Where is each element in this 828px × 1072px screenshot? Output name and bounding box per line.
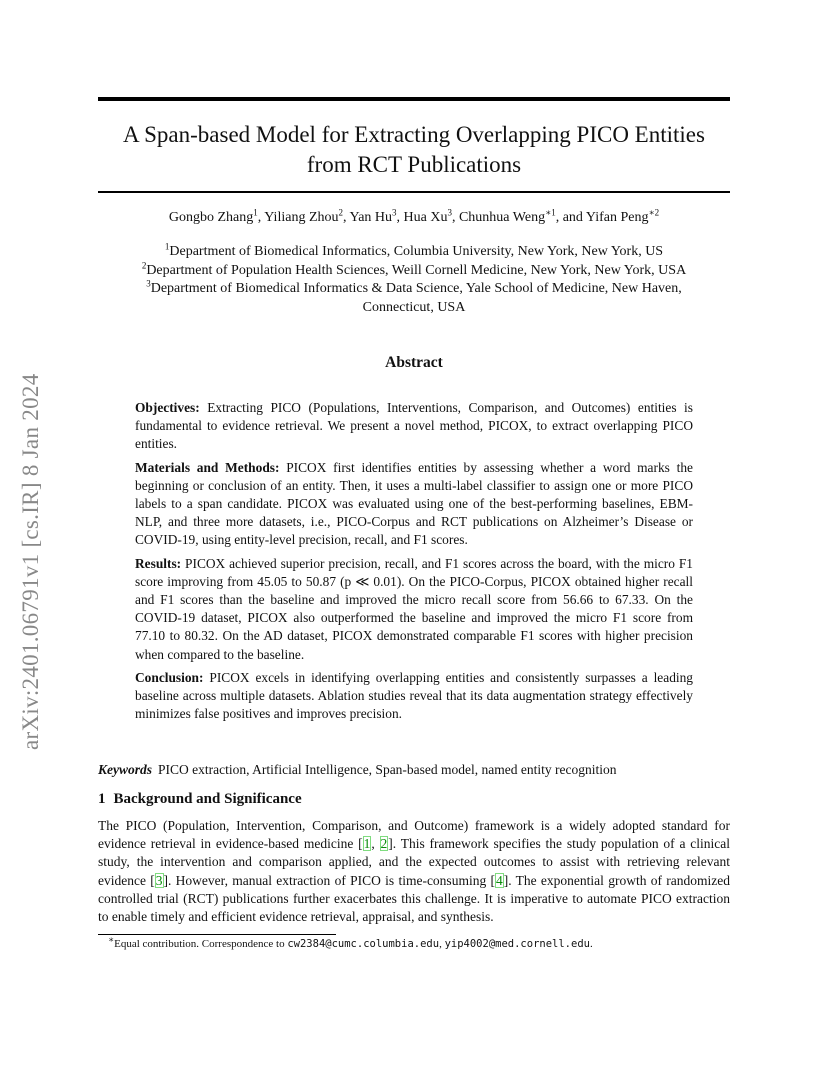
abstract-conclusion (135, 669, 693, 724)
author-affiliation-mark: 2 (338, 207, 343, 218)
footnote-text: Equal contribution. Correspondence to (114, 938, 288, 950)
conclusion-label: Conclusion: (135, 669, 204, 685)
citation-link[interactable]: 2 (380, 836, 388, 852)
section-title: Background and Significance (113, 791, 302, 807)
affiliation-text: Department of Biomedical Informatics, Columbia University, New York, New York, US (169, 244, 664, 259)
keywords-label: Keywords (98, 762, 152, 777)
author-name: Chunhua Weng (458, 210, 546, 225)
title-line-2: from RCT Publications (306, 152, 522, 177)
section-paragraph (98, 817, 730, 926)
abstract-objectives (135, 399, 693, 454)
title-rule-bottom (98, 191, 730, 193)
abstract-heading: Abstract (385, 354, 443, 371)
paragraph-text: ]. However, manual extraction of PICO is time-consuming [ (163, 872, 495, 888)
objectives-label: Objectives: (135, 400, 200, 415)
author-affiliation-mark: ∗1 (545, 207, 556, 218)
paragraph-text: ]. This framework specifies the study population of a clinical study, the intervention and comparison applied, and the expected outcomes to assist with retrieving relevant evidence [ (98, 836, 730, 888)
footnote-email[interactable]: yip4002@med.cornell.edu (444, 938, 590, 950)
affiliation-mark: 1 (164, 241, 170, 252)
conclusion-text: PICOX excels in identifying overlapping entities and consistently surpasses a leading baseline across multiple datasets. Ablation studies reveal that its data augmentation strategy effectively minimizes false positives and improves precision. (135, 669, 693, 722)
keywords-line (98, 761, 730, 779)
affiliation-line (98, 243, 730, 262)
author-list (98, 208, 730, 228)
author-name: Yiliang Zhou (264, 210, 339, 225)
footnote-email[interactable]: cw2384@cumc.columbia.edu (287, 938, 440, 950)
affiliation-list (98, 243, 730, 317)
section-number: 1 (98, 791, 106, 807)
arxiv-identifier-stamp: arXiv:2401.06791v1 [cs.IR] 8 Jan 2024 (18, 373, 43, 750)
footnote-marker: ∗ (108, 934, 115, 945)
affiliation-line (98, 259, 730, 281)
title-rule-top (98, 97, 730, 101)
author-separator: , (451, 210, 459, 225)
footnote-rule (98, 934, 336, 935)
author-name: Yifan Peng (585, 210, 649, 225)
author-separator: , (396, 210, 404, 225)
affiliation-text: Department of Population Health Sciences, Weill Cornell Medicine, New York, New York, USA (146, 262, 687, 278)
paragraph-text: ]. The exponential growth of randomized controlled trial (RCT) publications further exacerbates this challenge. It is imperative to automate PICO extraction to enable timely and efficient evidence retrieval, appraisal, and synthesis. (98, 872, 730, 925)
citation-separator: , (371, 836, 380, 852)
paragraph-text: The PICO (Population, Intervention, Comparison, and Outcome) framework is a widely adopted standard for evidence retrieval in evidence-based medicine [ (98, 818, 730, 852)
affiliation-mark: 2 (141, 259, 147, 270)
title-line-1: A Span-based Model for Extracting Overlapping PICO Entities (123, 122, 705, 147)
paper-title (98, 120, 730, 180)
affiliation-text: Connecticut, USA (362, 299, 466, 315)
author-affiliation-mark: 3 (392, 207, 397, 218)
abstract-body (135, 399, 693, 728)
author-separator: , (257, 210, 265, 225)
citation-link[interactable]: 1 (363, 836, 371, 852)
methods-text: PICOX first identifies entities by assessing whether a word marks the beginning or conclusion of an entity. Then, it uses a multi-label classifier to assign one or more PICO labels to a span candidate. PICOX was evaluated using one of the best-performing baselines, EBM-NLP, and three more datasets, i.e., PICO-Corpus and RCT publications on Alzheimer’s Disease or COVID-19, using entity-level precision, recall, and F1 scores. (135, 459, 693, 548)
methods-label: Materials and Methods: (135, 459, 280, 475)
affiliation-line (98, 280, 730, 299)
author-name: Yan Hu (349, 210, 393, 225)
author-separator: , and (555, 210, 586, 225)
results-label: Results: (135, 555, 182, 571)
affiliation-text: Department of Biomedical Informatics & Data Science, Yale School of Medicine, New Haven, (150, 281, 682, 296)
citation-link[interactable]: 4 (495, 872, 503, 888)
author-affiliation-mark: ∗2 (648, 207, 660, 218)
abstract-methods (135, 459, 693, 550)
author-separator: , (343, 210, 350, 225)
footnote-end: . (589, 938, 593, 950)
footnote (108, 934, 728, 951)
keywords-text: PICO extraction, Artificial Intelligence, Span-based model, named entity recognition (158, 762, 617, 777)
footnote-separator: , (439, 938, 445, 950)
author-affiliation-mark: 3 (447, 207, 452, 218)
author-name: Hua Xu (403, 210, 448, 225)
section-heading (98, 791, 302, 808)
abstract-results (135, 555, 693, 664)
author-affiliation-mark: 1 (253, 207, 258, 218)
affiliation-mark: 3 (146, 278, 151, 289)
citation-link[interactable]: 3 (155, 872, 163, 888)
author-name: Gongbo Zhang (168, 210, 254, 225)
objectives-text: Extracting PICO (Populations, Interventions, Comparison, and Outcomes) entities is fundamental to evidence retrieval. We present a novel method, PICOX, to extract overlapping PICO entities. (135, 400, 693, 452)
affiliation-line (98, 299, 730, 318)
results-text: PICOX achieved superior precision, recall, and F1 scores across the board, with the micro F1 score improving from 45.05 to 50.87 (p ≪ 0.01). On the PICO-Corpus, PICOX obtained higher recall and F1 scores than the baseline and improved the micro recall score from 56.66 to 67.33. On the COVID-19 dataset, PICOX also outperformed the baseline and improved the micro F1 score from 77.10 to 80.32. On the AD dataset, PICOX demonstrated comparable F1 scores with higher precision when compared to the baseline. (135, 555, 693, 662)
